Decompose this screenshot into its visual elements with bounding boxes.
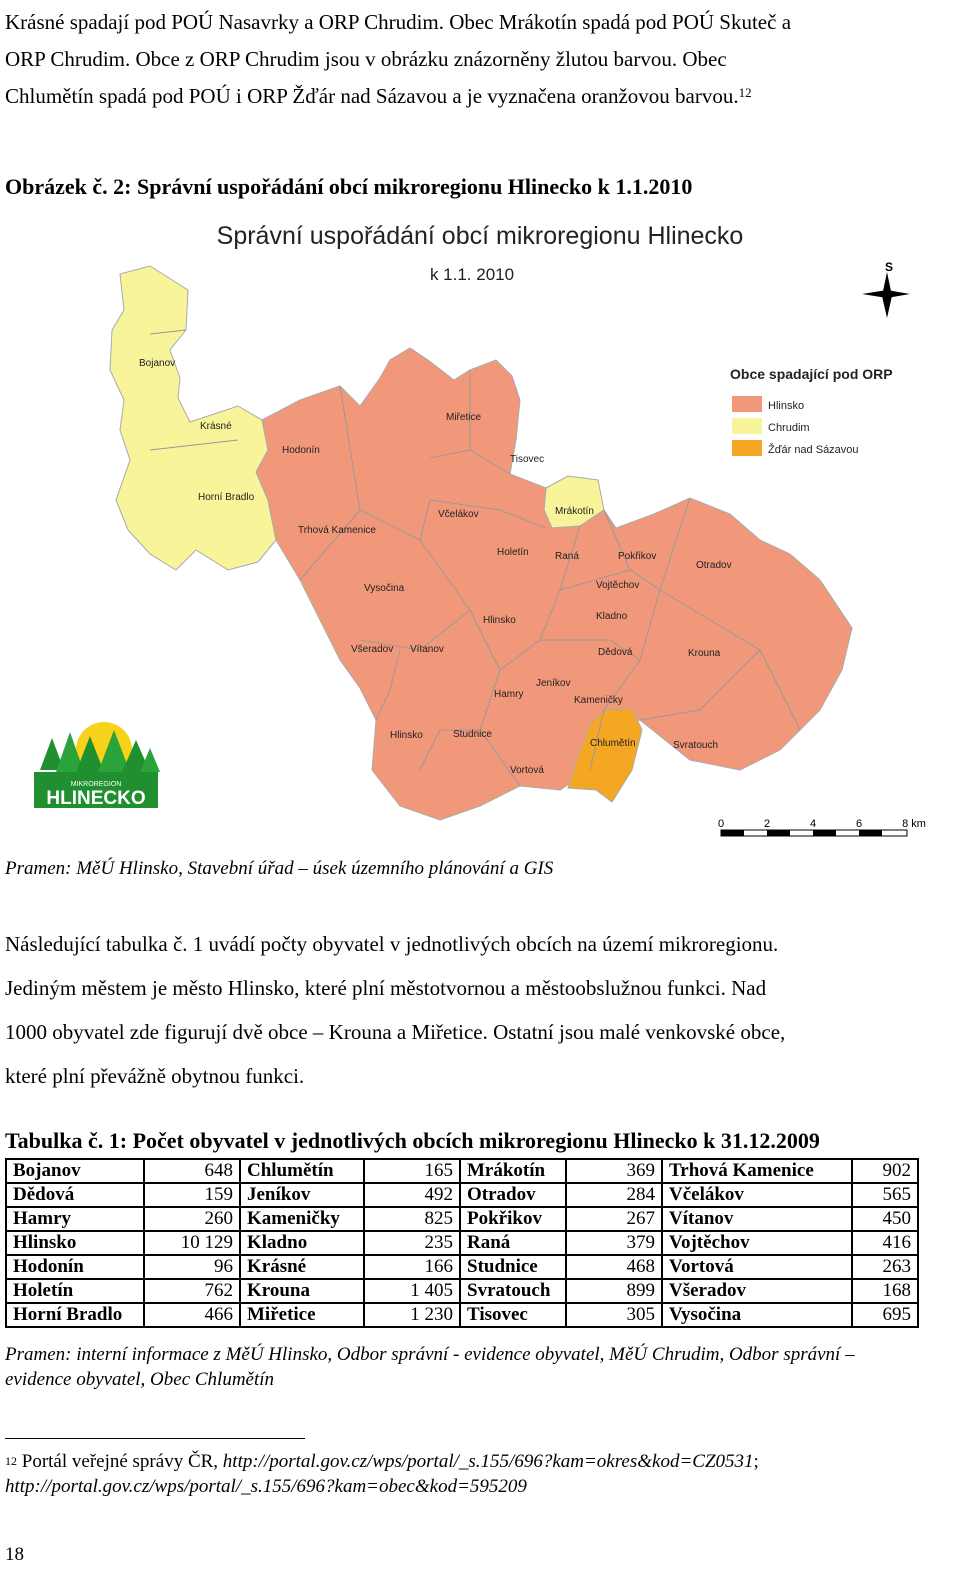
paragraph-2 xyxy=(5,922,955,1098)
table-row xyxy=(6,1159,918,1183)
table-source-line-1: Pramen: interní informace z MěÚ Hlinsko, Odbor správní - evidence obyvatel, MěÚ Chrudim, Odbor správní – xyxy=(5,1344,855,1365)
label-jenikov: Jeníkov xyxy=(536,678,571,689)
label-vitanov: Vítanov xyxy=(410,644,444,655)
footnote-separator: ; xyxy=(753,1451,759,1472)
p2-line-4: které plní převážně obytnou funkci. xyxy=(5,1064,305,1088)
table-cell-name: Vítanov xyxy=(662,1207,852,1231)
legend-label-chrudim: Chrudim xyxy=(768,422,810,434)
label-miretice: Miřetice xyxy=(446,412,482,423)
table-cell-name: Hlinsko xyxy=(6,1231,144,1255)
table-cell-value: 267 xyxy=(566,1207,662,1231)
table-cell-value: 416 xyxy=(852,1231,918,1255)
table-cell-value: 1 230 xyxy=(364,1303,460,1327)
footnote-number: 12 xyxy=(5,1454,17,1468)
region-chrudim xyxy=(110,266,276,570)
table-row xyxy=(6,1207,918,1231)
table-cell-value: 695 xyxy=(852,1303,918,1327)
table-row xyxy=(6,1279,918,1303)
table-cell-name: Kladno xyxy=(240,1231,364,1255)
table-cell-name: Krouna xyxy=(240,1279,364,1303)
label-svratouch: Svratouch xyxy=(673,740,719,751)
table-cell-value: 263 xyxy=(852,1255,918,1279)
table-cell-value: 305 xyxy=(566,1303,662,1327)
table-cell-name: Mrákotín xyxy=(460,1159,566,1183)
legend-swatch-hlinsko xyxy=(732,396,762,412)
scale-tick-6: 6 xyxy=(855,818,863,830)
label-studnice: Studnice xyxy=(453,729,492,740)
table-cell-value: 902 xyxy=(852,1159,918,1183)
table-cell-name: Trhová Kamenice xyxy=(662,1159,852,1183)
table-cell-name: Raná xyxy=(460,1231,566,1255)
label-hlinsko-2: Hlinsko xyxy=(390,730,423,741)
table-cell-value: 450 xyxy=(852,1207,918,1231)
page-number: 18 xyxy=(5,1544,24,1565)
scale-tick-2: 2 xyxy=(763,818,771,830)
table-cell-name: Studnice xyxy=(460,1255,566,1279)
label-chlumetin: Chlumětín xyxy=(590,738,636,749)
footnote-divider xyxy=(5,1438,305,1439)
table-cell-value: 492 xyxy=(364,1183,460,1207)
map-legend xyxy=(730,366,893,456)
table-cell-name: Pokřikov xyxy=(460,1207,566,1231)
north-label: S xyxy=(884,260,894,274)
legend-swatch-zdar xyxy=(732,440,762,456)
table-cell-name: Dědová xyxy=(6,1183,144,1207)
intro-paragraph xyxy=(5,4,955,115)
table-cell-name: Včelákov xyxy=(662,1183,852,1207)
map-title: Správní uspořádání obcí mikroregionu Hlinecko xyxy=(216,222,744,250)
p2-line-1: Následující tabulka č. 1 uvádí počty obyvatel v jednotlivých obcích na území mikroregionu. xyxy=(5,932,779,956)
table-cell-value: 466 xyxy=(144,1303,240,1327)
legend-swatch-chrudim xyxy=(732,418,762,434)
table-cell-value: 284 xyxy=(566,1183,662,1207)
map-subtitle: k 1.1. 2010 xyxy=(429,265,515,284)
table-cell-name: Všeradov xyxy=(662,1279,852,1303)
table-cell-value: 899 xyxy=(566,1279,662,1303)
map-svg xyxy=(0,210,960,850)
table-cell-name: Bojanov xyxy=(6,1159,144,1183)
legend-label-hlinsko: Hlinsko xyxy=(768,400,805,412)
table-cell-value: 10 129 xyxy=(144,1231,240,1255)
logo-top-text: MIKROREGION xyxy=(70,781,122,788)
table-cell-value: 96 xyxy=(144,1255,240,1279)
intro-line-3: Chlumětín spadá pod POÚ i ORP Žďár nad Sázavou a je vyznačena oranžovou barvou. xyxy=(5,84,739,108)
footnote-ref[interactable]: 12 xyxy=(738,85,752,100)
table-cell-name: Svratouch xyxy=(460,1279,566,1303)
table-cell-value: 168 xyxy=(852,1279,918,1303)
legend-title: Obce spadající pod ORP xyxy=(730,366,893,382)
table-cell-name: Chlumětín xyxy=(240,1159,364,1183)
p2-line-3: 1000 obyvatel zde figurují dvě obce – Krouna a Miřetice. Ostatní jsou malé venkovské obce, xyxy=(5,1020,786,1044)
p2-line-2: Jediným městem je město Hlinsko, které plní městotvornou a městoobslužnou funkci. Nad xyxy=(5,976,767,1000)
table-cell-value: 648 xyxy=(144,1159,240,1183)
table-row xyxy=(6,1303,918,1327)
table-cell-value: 260 xyxy=(144,1207,240,1231)
table-cell-name: Vortová xyxy=(662,1255,852,1279)
map-figure xyxy=(0,210,960,850)
table-caption: Tabulka č. 1: Počet obyvatel v jednotlivých obcích mikroregionu Hlinecko k 31.12.2009 xyxy=(5,1128,820,1153)
table-source-line-2: evidence obyvatel, Obec Chlumětín xyxy=(5,1369,275,1390)
table-cell-value: 165 xyxy=(364,1159,460,1183)
figure-source: Pramen: MěÚ Hlinsko, Stavební úřad – úsek územního plánování a GIS xyxy=(5,858,554,879)
label-otradov: Otradov xyxy=(696,560,732,571)
table-cell-name: Hodonín xyxy=(6,1255,144,1279)
table-row xyxy=(6,1183,918,1207)
label-vortova: Vortová xyxy=(510,765,544,776)
figure-caption: Obrázek č. 2: Správní uspořádání obcí mikroregionu Hlinecko k 1.1.2010 xyxy=(5,174,693,199)
label-tisovec: Tisovec xyxy=(510,454,545,465)
label-kladno: Kladno xyxy=(596,611,628,622)
label-hodonin: Hodonín xyxy=(282,445,320,456)
label-rana: Raná xyxy=(555,551,579,562)
label-vojtechov: Vojtěchov xyxy=(596,580,640,591)
footnote xyxy=(5,1449,950,1499)
table-row xyxy=(6,1255,918,1279)
table-cell-value: 565 xyxy=(852,1183,918,1207)
legend-label-zdar: Žďár nad Sázavou xyxy=(768,444,859,456)
footnote-link-2[interactable]: http://portal.gov.cz/wps/portal/_s.155/696?kam=obec&kod=595209 xyxy=(5,1476,527,1497)
label-krasne: Krásné xyxy=(200,421,232,432)
table-cell-value: 369 xyxy=(566,1159,662,1183)
table-cell-value: 235 xyxy=(364,1231,460,1255)
intro-line-1: Krásné spadají pod POÚ Nasavrky a ORP Chrudim. Obec Mrákotín spadá pod POÚ Skuteč a xyxy=(5,10,792,34)
label-vseradov: Všeradov xyxy=(351,644,394,655)
label-vcelakov: Včelákov xyxy=(438,509,479,520)
table-cell-name: Vojtěchov xyxy=(662,1231,852,1255)
label-horni-bradlo: Horní Bradlo xyxy=(198,492,255,503)
hlinecko-logo xyxy=(34,722,160,809)
label-hlinsko: Hlinsko xyxy=(483,615,516,626)
table-cell-value: 1 405 xyxy=(364,1279,460,1303)
label-vysocina: Vysočina xyxy=(364,583,405,594)
label-hamry: Hamry xyxy=(494,689,524,700)
scale-tick-8: 8 km xyxy=(902,818,926,830)
scale-bar xyxy=(718,818,926,836)
table-cell-value: 468 xyxy=(566,1255,662,1279)
label-dedova: Dědová xyxy=(598,647,633,658)
table-cell-name: Horní Bradlo xyxy=(6,1303,144,1327)
logo-main-text: HLINECKO xyxy=(46,788,146,809)
table-cell-name: Hamry xyxy=(6,1207,144,1231)
population-table xyxy=(5,1158,919,1328)
scale-tick-4: 4 xyxy=(809,818,817,830)
table-cell-value: 159 xyxy=(144,1183,240,1207)
footnote-link-1[interactable]: http://portal.gov.cz/wps/portal/_s.155/696?kam=okres&kod=CZ0531 xyxy=(222,1451,754,1472)
table-cell-name: Tisovec xyxy=(460,1303,566,1327)
table-cell-name: Miřetice xyxy=(240,1303,364,1327)
table-cell-name: Jeníkov xyxy=(240,1183,364,1207)
footnote-text: Portál veřejné správy ČR, xyxy=(21,1451,223,1472)
table-cell-value: 166 xyxy=(364,1255,460,1279)
table-source xyxy=(5,1342,950,1392)
table-cell-name: Otradov xyxy=(460,1183,566,1207)
north-arrow-icon xyxy=(862,260,910,318)
table-cell-value: 379 xyxy=(566,1231,662,1255)
table-cell-value: 762 xyxy=(144,1279,240,1303)
label-trhova-kamenice: Trhová Kamenice xyxy=(298,525,376,536)
intro-line-2: ORP Chrudim. Obce z ORP Chrudim jsou v obrázku znázorněny žlutou barvou. Obec xyxy=(5,47,727,71)
label-mrakotin: Mrákotín xyxy=(555,506,594,517)
label-bojanov: Bojanov xyxy=(139,358,176,369)
table-cell-name: Vysočina xyxy=(662,1303,852,1327)
label-holetin: Holetín xyxy=(497,547,529,558)
label-krouna: Krouna xyxy=(688,648,721,659)
table-cell-name: Holetín xyxy=(6,1279,144,1303)
table-row xyxy=(6,1231,918,1255)
label-kamenicky: Kameničky xyxy=(574,695,623,706)
table-cell-name: Kameničky xyxy=(240,1207,364,1231)
label-pokrikov: Pokřikov xyxy=(618,551,657,562)
table-cell-value: 825 xyxy=(364,1207,460,1231)
scale-tick-0: 0 xyxy=(717,818,725,830)
table-cell-name: Krásné xyxy=(240,1255,364,1279)
